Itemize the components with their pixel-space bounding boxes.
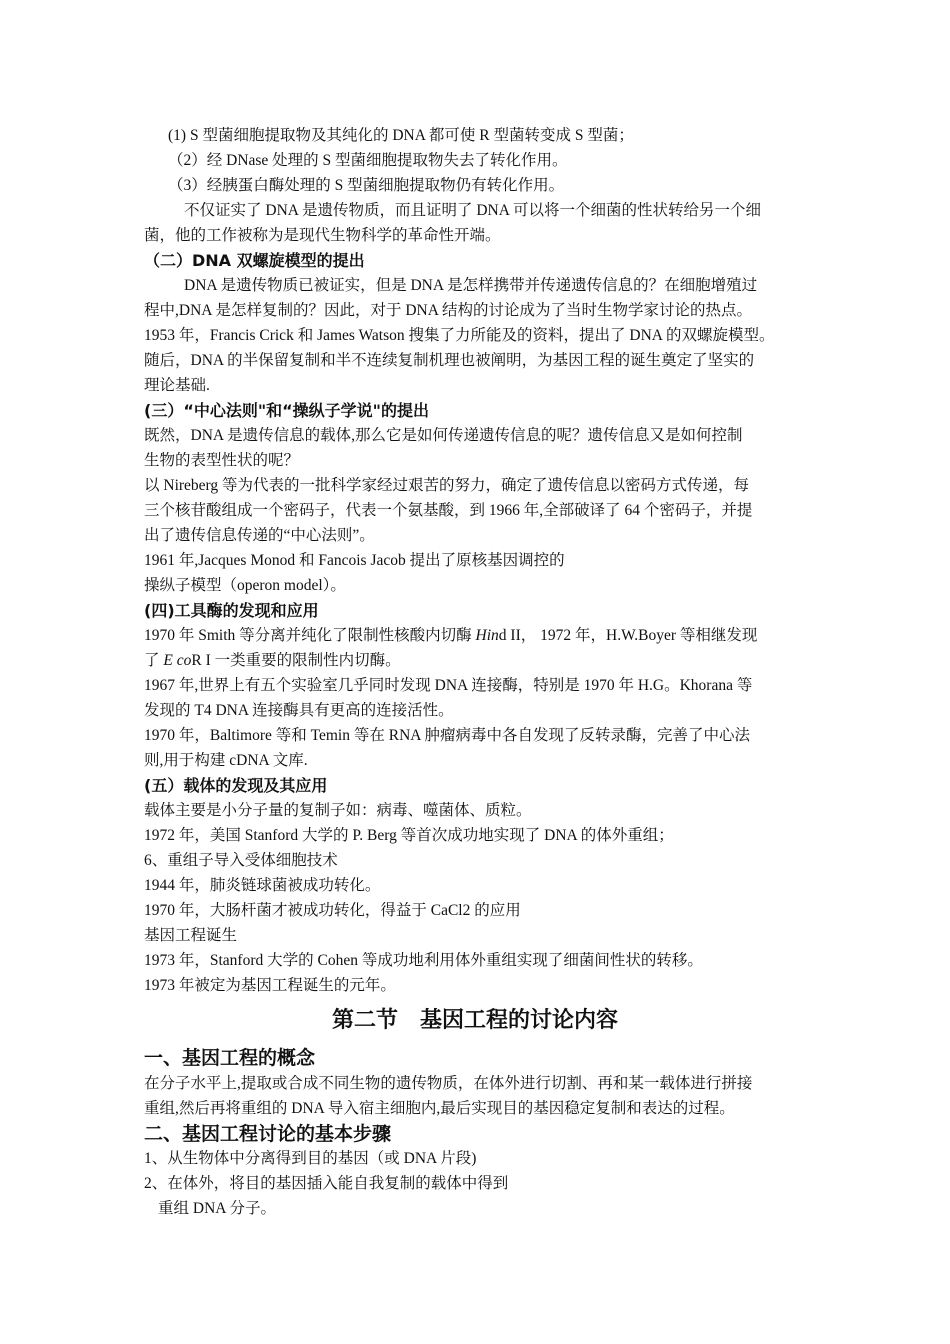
paragraph-line: 1972 年，美国 Stanford 大学的 P. Berg 等首次成功地实现了 DNA 的体外重组； xyxy=(144,827,674,844)
paragraph-line: 以 Nireberg 等为代表的一批科学家经过艰苦的努力，确定了遗传信息以密码方式传递，每 xyxy=(144,477,750,494)
paragraph-line: 理论基础. xyxy=(144,377,210,394)
paragraph-line: 6、重组子导入受体细胞技术 xyxy=(144,852,338,869)
paragraph-line: 1970 年 Smith 等分离并纯化了限制性核酸内切酶 Hind II， 1972 年，H.W.Boyer 等相继发现 xyxy=(144,627,758,644)
paragraph-line: 重组,然后再将重组的 DNA 导入宿主细胞内,最后实现目的基因稳定复制和表达的过程。 xyxy=(144,1100,735,1117)
section-heading: (五）载体的发现及其应用 xyxy=(144,776,328,795)
paragraph-line: 1973 年，Stanford 大学的 Cohen 等成功地利用体外重组实现了细菌间性状的转移。 xyxy=(144,952,703,969)
section-heading: 一、基因工程的概念 xyxy=(144,1047,316,1069)
paragraph-line: 生物的表型性状的呢？ xyxy=(144,452,300,469)
paragraph-line: 随后，DNA 的半保留复制和半不连续复制机理也被阐明，为基因工程的诞生奠定了坚实的 xyxy=(144,352,755,369)
chapter-title: 第二节 基因工程的讨论内容 xyxy=(331,1008,618,1033)
section-heading: （二）DNA 双螺旋模型的提出 xyxy=(144,251,365,270)
paragraph-line: （3）经胰蛋白酶处理的 S 型菌细胞提取物仍有转化作用。 xyxy=(168,177,565,194)
paragraph-line: 1953 年，Francis Crick 和 James Watson 搜集了力所能及的资料，提出了 DNA 的双螺旋模型。 xyxy=(144,327,775,344)
paragraph-line: 了 E coR I 一类重要的限制性内切酶。 xyxy=(144,652,401,669)
paragraph-line: 重组 DNA 分子。 xyxy=(158,1200,276,1217)
paragraph-line: 2、在体外，将目的基因插入能自我复制的载体中得到 xyxy=(144,1175,509,1192)
paragraph-line: 发现的 T4 DNA 连接酶具有更高的连接活性。 xyxy=(144,702,454,719)
paragraph-line: 则,用于构建 cDNA 文库. xyxy=(144,752,308,769)
paragraph-line: 1970 年，Baltimore 等和 Temin 等在 RNA 肿瘤病毒中各自发现了反转录酶，完善了中心法 xyxy=(144,727,750,744)
paragraph-line: DNA 是遗传物质已被证实，但是 DNA 是怎样携带并传递遗传信息的？在细胞增殖过 xyxy=(184,277,758,294)
paragraph-line: 1961 年,Jacques Monod 和 Fancois Jacob 提出了原核基因调控的 xyxy=(144,552,565,569)
paragraph-line: 1967 年,世界上有五个实验室几乎同时发现 DNA 连接酶，特别是 1970 年 H.G。Khorana 等 xyxy=(144,677,753,694)
paragraph-line: 不仅证实了 DNA 是遗传物质，而且证明了 DNA 可以将一个细菌的性状转给另一个细 xyxy=(184,202,761,219)
section-heading: 二、基因工程讨论的基本步骤 xyxy=(144,1123,392,1145)
paragraph-line: 三个核苷酸组成一个密码子，代表一个氨基酸，到 1966 年,全部破译了 64 个密码子，并提 xyxy=(144,502,753,519)
paragraph-line: 基因工程诞生 xyxy=(144,927,238,944)
paragraph-line: (1) S 型菌细胞提取物及其纯化的 DNA 都可使 R 型菌转变成 S 型菌； xyxy=(168,127,634,144)
paragraph-line: 1970 年，大肠杆菌才被成功转化，得益于 CaCl2 的应用 xyxy=(144,902,521,919)
section-heading: (三）“中心法则"和“操纵子学说"的提出 xyxy=(144,401,430,420)
paragraph-line: 在分子水平上,提取或合成不同生物的遗传物质，在体外进行切割、再和某一载体进行拼接 xyxy=(144,1075,753,1092)
paragraph-line: 1973 年被定为基因工程诞生的元年。 xyxy=(144,977,396,994)
paragraph-line: 操纵子模型（operon model）。 xyxy=(144,577,346,594)
paragraph-line: 1、从生物体中分离得到目的基因（或 DNA 片段) xyxy=(144,1150,477,1167)
paragraph-line: 出了遗传信息传递的“中心法则”。 xyxy=(144,527,375,544)
section-heading: (四)工具酶的发现和应用 xyxy=(144,601,319,620)
paragraph-line: （2）经 DNase 处理的 S 型菌细胞提取物失去了转化作用。 xyxy=(168,152,568,169)
paragraph-line: 程中,DNA 是怎样复制的？因此，对于 DNA 结构的讨论成为了当时生物学家讨论的热点。 xyxy=(144,302,752,319)
paragraph-line: 载体主要是小分子量的复制子如：病毒、噬菌体、质粒。 xyxy=(144,802,532,819)
paragraph-line: 1944 年，肺炎链球菌被成功转化。 xyxy=(144,877,381,894)
paragraph-line: 菌，他的工作被称为是现代生物科学的革命性开端。 xyxy=(144,227,501,244)
paragraph-line: 既然，DNA 是遗传信息的载体,那么它是如何传递遗传信息的呢？遗传信息又是如何控制 xyxy=(144,427,743,444)
